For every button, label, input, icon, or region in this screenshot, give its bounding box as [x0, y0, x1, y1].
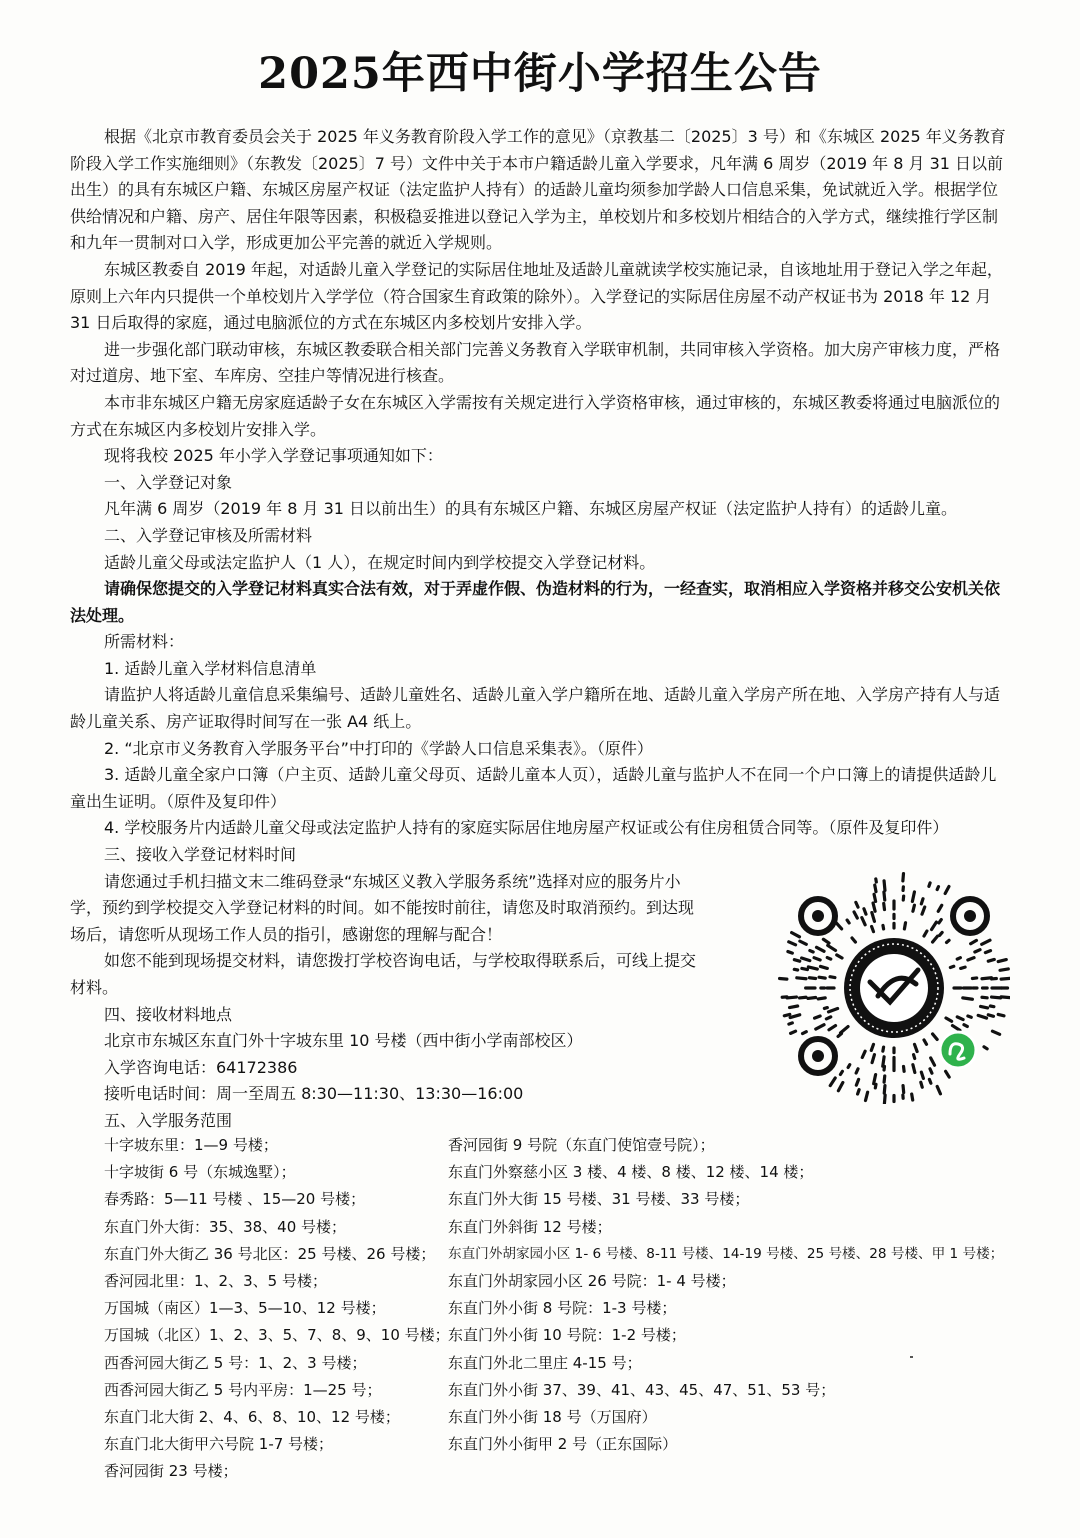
list-item: 东直门外胡家园小区 26 号院：1- 4 号楼；: [448, 1271, 736, 1290]
intro-paragraph: 根据《北京市教育委员会关于 2025 年义务教育阶段入学工作的意见》（京教基二〔2025〕3 号）和《东城区 2025 年义务教育阶段入学工作实施细则》（东教发〔2025〕7 号）文件中关于本市户籍适龄儿童入学要求，凡年满 6 周岁（2019 年 8 月 31 日以前出生）的具有东城区户籍、东城区房屋产权证（法定监护人持有）的适龄儿童均须参加学龄人口信息采集，免试就近入学。根据学位供给情况和户籍、房产、居住年限等因素，积极稳妥推进以登记入学为主，单校划片和多校划片相结合的入学方式，继续推行学区制和九年一贯制对口入学，形成更加公平完善的就近入学规则。: [70, 127, 1006, 253]
section-heading: 一、入学登记对象: [104, 472, 233, 492]
list-item: 万国城（南区）1—3、5—10、12 号楼；: [104, 1299, 386, 1318]
list-item: 香河园街 23 号楼；: [104, 1462, 238, 1481]
list-item: 东直门外小街 18 号（万国府）: [448, 1407, 657, 1426]
section-heading: 四、接收材料地点: [104, 1004, 233, 1024]
list-item: 东直门外斜街 12 号楼；: [448, 1217, 612, 1236]
service-area-left-column: [104, 1132, 450, 1485]
intro-paragraph: 进一步强化部门联动审核，东城区教委联合相关部门完善义务教育入学联审机制，共同审核入学资格。加大房产审核力度，严格对过道房、地下室、车库房、空挂户等情况进行核查。: [70, 339, 1001, 386]
section-heading: 三、接收入学登记材料时间: [104, 845, 297, 865]
material-item: 请监护人将适龄儿童信息采集编号、适龄儿童姓名、适龄儿童入学户籍所在地、适龄儿童入学房产所在地、入学房产持有人与适龄儿童关系、房产证取得时间写在一张 A4 纸上。: [70, 685, 1001, 732]
section-text: 请您通过手机扫描文末二维码登录“东城区义教入学服务系统”选择对应的服务片小学，预约到学校提交入学登记材料的时间。如不能按时前往，请您及时取消预约。到达现场后，请您听从现场工作人员的指引，感谢您的理解与配合！: [70, 871, 695, 944]
material-item: 3. 适龄儿童全家户口簿（户主页、适龄儿童父母页、适龄儿童本人页），适龄儿童与监护人不在同一个户口簿上的请提供适龄儿童出生证明。（原件及复印件）: [70, 765, 997, 811]
list-item: 东直门外察慈小区 3 楼、4 楼、8 楼、12 楼、14 楼；: [448, 1163, 814, 1182]
list-item: 东直门外小街 37、39、41、43、45、47、51、53 号；: [448, 1380, 836, 1399]
section-heading: 二、入学登记审核及所需材料: [104, 525, 313, 545]
materials-heading: 所需材料：: [104, 632, 185, 652]
list-item: 万国城（北区）1、2、3、5、7、8、9、10 号楼；: [104, 1326, 450, 1345]
list-item: 春秀路：5—11 号楼 、15—20 号楼；: [104, 1190, 366, 1209]
list-item: 东直门北大街 2、4、6、8、10、12 号楼；: [104, 1407, 400, 1426]
list-item: 西香河园大街乙 5 号：1、2、3 号楼；: [104, 1353, 367, 1372]
consult-phone: 入学咨询电话：64172386: [104, 1057, 298, 1077]
intro-paragraph: 本市非东城区户籍无房家庭适龄子女在东城区入学需按有关规定进行入学资格审核，通过审核的，东城区教委将通过电脑派位的方式在东城区内多校划片安排入学。: [70, 392, 1001, 439]
material-item: 2. “北京市义务教育入学服务平台”中打印的《学龄人口信息采集表》。（原件）: [104, 738, 653, 758]
intro-paragraph: 东城区教委自 2019 年起，对适龄儿童入学登记的实际居住地址及适龄儿童就读学校实施记录，自该地址用于登记入学之年起，原则上六年内只提供一个单校划片入学学位（符合国家生育政策的除外）。入学登记的实际居住房屋不动产权证书为 2018 年 12 月 31 日后取得的家庭，通过电脑派位的方式在东城区内多校划片安排入学。: [70, 259, 1003, 333]
list-item: 东直门外北二里庄 4-15 号；: [448, 1353, 642, 1372]
list-item: 东直门外小街 10 号院：1-2 号楼；: [448, 1326, 686, 1345]
list-item: 东直门外大街：35、38、40 号楼；: [104, 1217, 347, 1236]
mini-program-logo-icon: [940, 1032, 976, 1068]
list-item: 十字坡街 6 号（东城逸墅）；: [104, 1163, 296, 1182]
school-logo-icon: [844, 938, 944, 1038]
list-item: 香河园街 9 号院（东直门使馆壹号院）；: [448, 1136, 715, 1154]
section-text: 凡年满 6 周岁（2019 年 8 月 31 日以前出生）的具有东城区户籍、东城区房屋产权证（法定监护人持有）的适龄儿童。: [104, 499, 958, 519]
service-area-right-column: [448, 1132, 1024, 1458]
phone-hours: 接听电话时间：周一至周五 8:30—11:30、13:30—16:00: [104, 1084, 524, 1104]
list-item: 东直门外小街甲 2 号（正东国际）: [448, 1435, 678, 1454]
list-item: 东直门外胡家园小区 1- 6 号楼、8-11 号楼、14-19 号楼、25 号楼、28 号楼、甲 1 号楼；: [448, 1245, 1004, 1262]
speck-mark: [910, 1356, 913, 1358]
school-address: 北京市东城区东直门外十字坡东里 10 号楼（西中街小学南部校区）: [104, 1031, 583, 1051]
section-heading: 五、入学服务范围: [104, 1110, 233, 1130]
intro-paragraph: 现将我校 2025 年小学入学登记事项通知如下：: [104, 446, 443, 466]
list-item: 十字坡东里：1—9 号楼；: [104, 1136, 278, 1154]
material-item: 4. 学校服务片内适龄儿童父母或法定监护人持有的家庭实际居住地房屋产权证或公有住房租赁合同等。（原件及复印件）: [104, 818, 949, 838]
page-title: 2025年西中街小学招生公告: [258, 49, 822, 99]
material-item: 1. 适龄儿童入学材料信息清单: [104, 658, 317, 678]
warning-text: 请确保您提交的入学登记材料真实合法有效，对于弄虚作假、伪造材料的行为，一经查实，取消相应入学资格并移交公安机关依法处理。: [70, 579, 1001, 625]
list-item: 东直门外大街 15 号楼、31 号楼、33 号楼；: [448, 1190, 750, 1209]
section-text: 如您不能到现场提交材料，请您拨打学校咨询电话，与学校取得联系后，可线上提交材料。: [70, 951, 697, 997]
mini-program-qr-code[interactable]: [778, 872, 1010, 1104]
list-item: 西香河园大街乙 5 号内平房：1—25 号；: [104, 1380, 382, 1399]
list-item: 东直门外小街 8 号院：1-3 号楼；: [448, 1299, 677, 1318]
list-item: 香河园北里：1、2、3、5 号楼；: [104, 1271, 327, 1290]
section-text: 适龄儿童父母或法定监护人（1 人），在规定时间内到学校提交入学登记材料。: [104, 552, 656, 572]
list-item: 东直门外大街乙 36 号北区：25 号楼、26 号楼；: [104, 1244, 436, 1263]
list-item: 东直门北大街甲六号院 1-7 号楼；: [104, 1435, 334, 1454]
